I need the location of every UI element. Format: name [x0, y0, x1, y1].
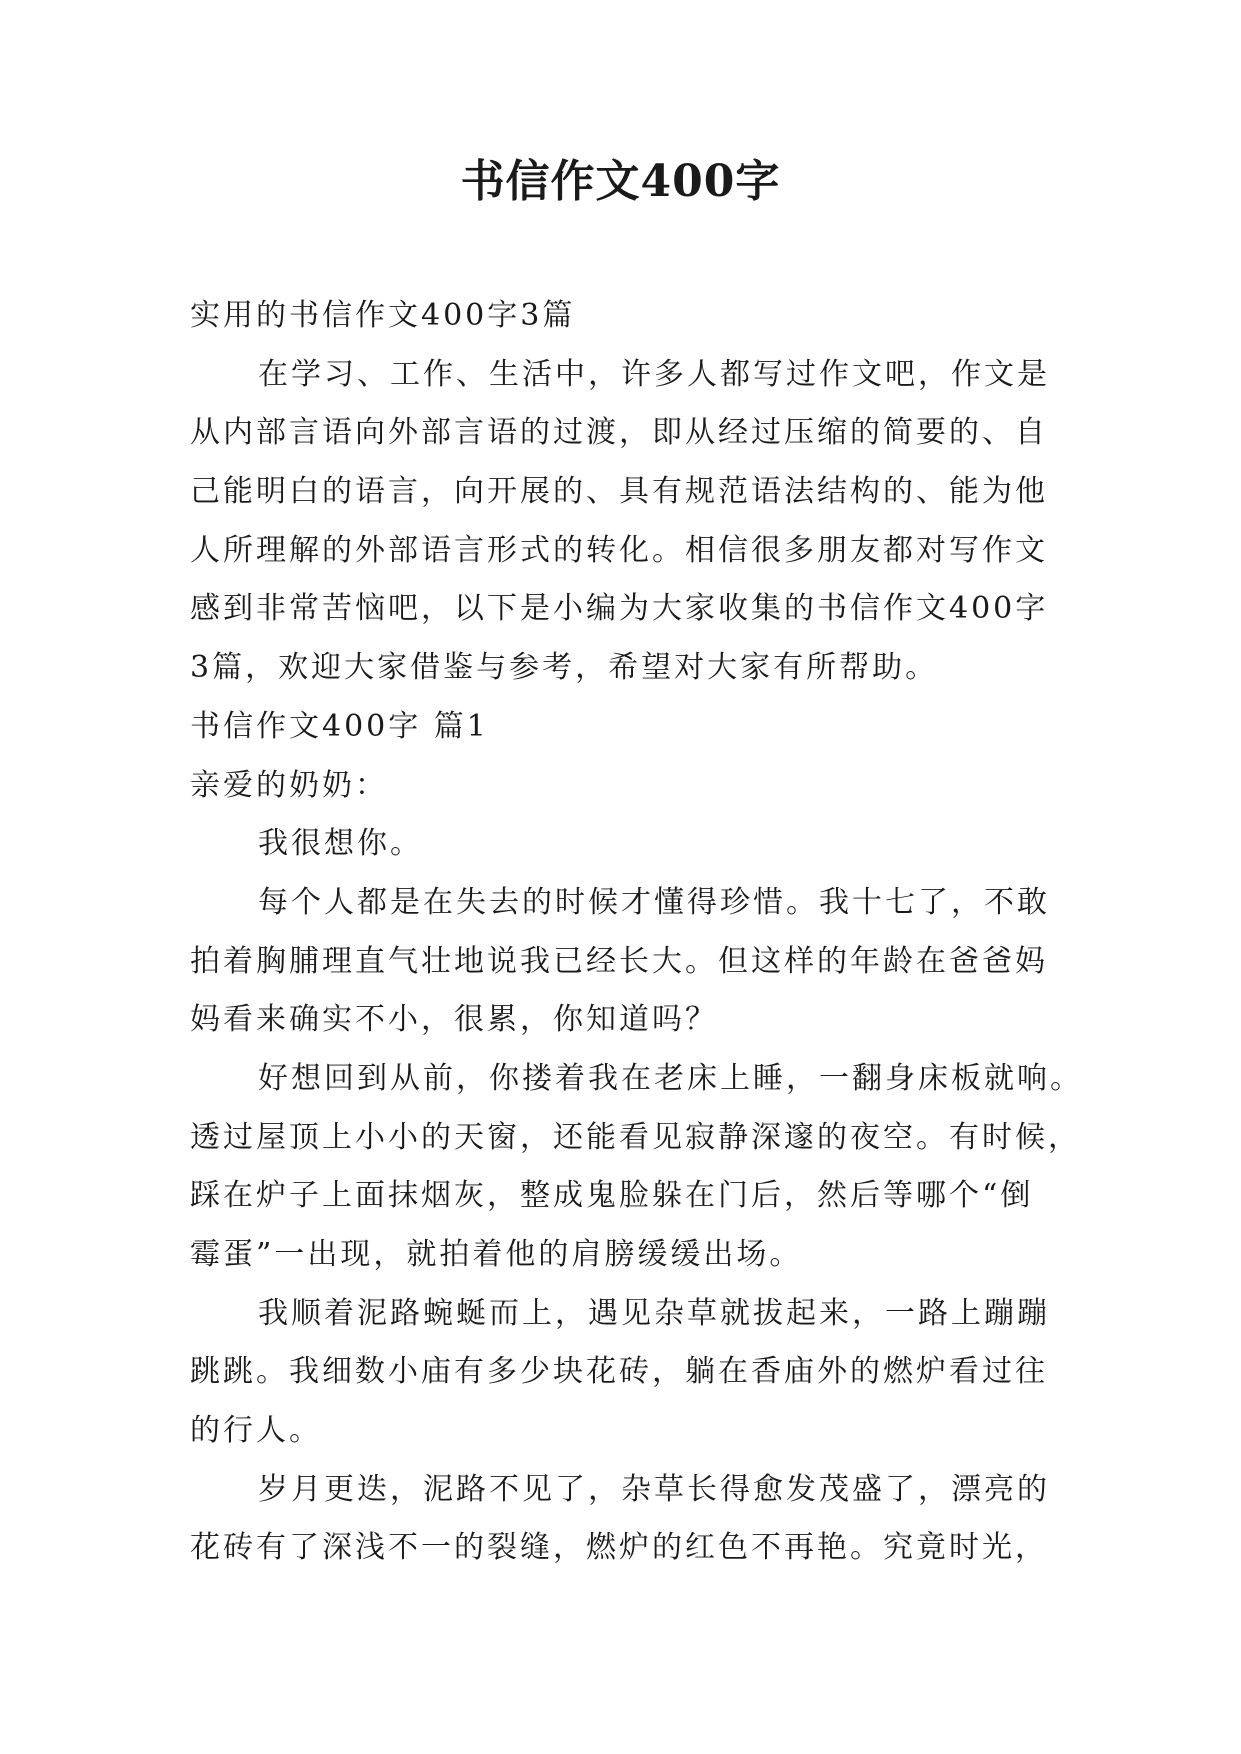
- text-line: 从内部言语向外部言语的过渡，即从经过压缩的简要的、自: [190, 415, 1048, 451]
- text-line: 己能明白的语言，向开展的、具有规范语法结构的、能为他: [190, 474, 1048, 510]
- text-line: 在学习、工作、生活中，许多人都写过作文吧，作文是: [258, 356, 1050, 392]
- text-line: 踩在炉子上面抹烟灰，整成鬼脸躲在门后，然后等哪个“倒: [190, 1178, 1034, 1214]
- document-body: [190, 287, 1083, 1578]
- text-line: 透过屋顶上小小的天窗，还能看见寂静深邃的夜空。有时候，: [190, 1119, 1081, 1155]
- text-line: 花砖有了深浅不一的裂缝，燃炉的红色不再艳。究竟时光，: [190, 1530, 1048, 1566]
- text-line: 岁月更迭，泥路不见了，杂草长得愈发茂盛了，漂亮的: [258, 1471, 1050, 1507]
- text-line: 每个人都是在失去的时候才懂得珍惜。我十七了，不敢: [258, 884, 1050, 920]
- text-line: 好想回到从前，你搂着我在老床上睡，一翻身床板就响。: [258, 1060, 1083, 1096]
- text-line: 人所理解的外部语言形式的转化。相信很多朋友都对写作文: [190, 532, 1048, 568]
- text-line: 实用的书信作文400字3篇: [190, 298, 576, 333]
- document-title: 书信作文400字: [460, 156, 781, 207]
- text-line: 跳跳。我细数小庙有多少块花砖，躺在香庙外的燃炉看过往: [190, 1354, 1048, 1390]
- text-line: 亲爱的奶奶：: [190, 767, 388, 803]
- text-line: 3篇，欢迎大家借鉴与参考，希望对大家有所帮助。: [190, 650, 939, 686]
- text-line: 我很想你。: [258, 826, 423, 862]
- text-line: 我顺着泥路蜿蜒而上，遇见杂草就拔起来，一路上蹦蹦: [258, 1295, 1050, 1331]
- text-line: 的行人。: [190, 1413, 322, 1449]
- text-line: 霉蛋”一出现，就拍着他的肩膀缓缓出场。: [190, 1237, 803, 1272]
- text-line: 书信作文400字 篇1: [190, 708, 489, 744]
- text-line: 妈看来确实不小，很累，你知道吗？: [190, 1002, 718, 1038]
- text-line: 拍着胸脯理直气壮地说我已经长大。但这样的年龄在爸爸妈: [190, 943, 1048, 979]
- text-line: 感到非常苦恼吧，以下是小编为大家收集的书信作文400字: [190, 591, 1049, 627]
